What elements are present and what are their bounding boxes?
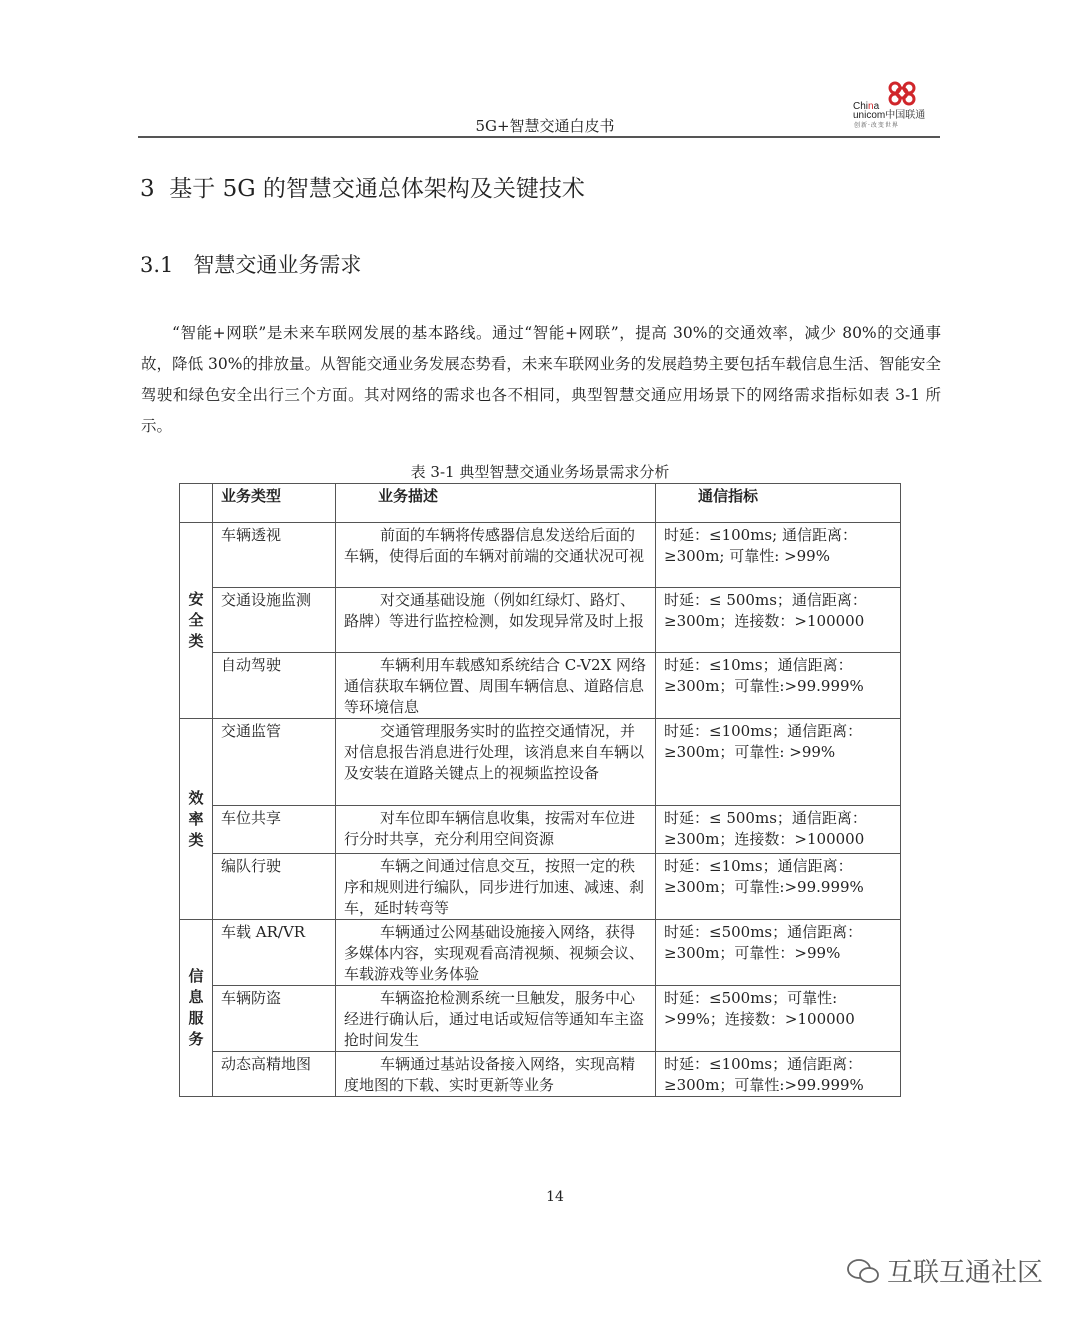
table-header-row — [180, 484, 901, 523]
type-cell: 车位共享 — [213, 806, 336, 854]
desc-cell: 对车位即车辆信息收集，按需对车位进行分时共享，充分利用空间资源 — [336, 806, 656, 854]
table-row — [180, 1052, 901, 1097]
metric-cell: 时延：≤10ms；通信距离：≥300m；可靠性:>99.999% — [656, 653, 901, 719]
body-paragraph — [141, 318, 941, 442]
type-cell: 动态高精地图 — [213, 1052, 336, 1097]
desc-cell: 车辆之间通过信息交互，按照一定的秩序和规则进行编队，同步进行加速、减速、刹车，延时转弯等 — [336, 854, 656, 920]
table-row — [180, 806, 901, 854]
paragraph-text: “智能+网联”是未来车联网发展的基本路线。通过“智能+网联”，提高 30%的交通效率，减少 80%的交通事故，降低 30%的排放量。从智能交通业务发展态势看，未来车联网业务的发展趋势主要包括车载信息生活、智能安全驾驶和绿色安全出行三个方面。其对网络的需求也各不相同，典型智慧交通应用场景下的网络需求指标如表 3-1 所示。 — [141, 324, 941, 435]
table-row — [180, 719, 901, 806]
table-row — [180, 588, 901, 653]
category-cell: 安全类 — [180, 523, 213, 719]
wechat-icon — [845, 1257, 881, 1285]
type-cell: 交通监管 — [213, 719, 336, 806]
metric-cell: 时延：≤ 500ms；通信距离：≥300m；连接数：>100000 — [656, 588, 901, 653]
desc-cell: 车辆通过公网基础设施接入网络，获得多媒体内容，实现观看高清视频、视频会议、车载游戏等业务体验 — [336, 920, 656, 986]
category-cell: 信息服务 — [180, 920, 213, 1097]
table-caption: 表 3-1 典型智慧交通业务场景需求分析 — [410, 463, 670, 481]
type-cell: 编队行驶 — [213, 854, 336, 920]
type-cell: 车载 AR/VR — [213, 920, 336, 986]
table-row — [180, 653, 901, 719]
watermark-text: 互联互通社区 — [887, 1258, 1044, 1288]
china-unicom-logo: China unicom中国联通 创新·改变世界 — [850, 80, 930, 130]
metric-cell: 时延：≤10ms；通信距离：≥300m；可靠性:>99.999% — [656, 854, 901, 920]
desc-cell: 车辆盗抢检测系统一旦触发，服务中心经进行确认后，通过电话或短信等通知车主盗抢时间发生 — [336, 986, 656, 1052]
metric-cell: 时延：≤500ms；通信距离：≥300m；可靠性：>99% — [656, 920, 901, 986]
metric-cell: 时延：≤100ms；通信距离：≥300m；可靠性: >99% — [656, 719, 901, 806]
desc-cell: 对交通基础设施（例如红绿灯、路灯、路牌）等进行监控检测，如发现异常及时上报 — [336, 588, 656, 653]
table-row — [180, 986, 901, 1052]
header-empty — [180, 484, 213, 523]
table-row — [180, 920, 901, 986]
chapter-heading: 3 基于 5G 的智慧交通总体架构及关键技术 — [140, 176, 585, 202]
header-metric: 通信指标 — [656, 484, 901, 523]
metric-cell: 时延：≤100ms; 通信距离：≥300m; 可靠性: >99% — [656, 523, 901, 588]
section-heading: 3.1 智慧交通业务需求 — [140, 253, 362, 277]
desc-cell: 车辆利用车载感知系统结合 C-V2X 网络通信获取车辆位置、周围车辆信息、道路信息等环境信息 — [336, 653, 656, 719]
watermark — [845, 1252, 1043, 1289]
type-cell: 车辆防盗 — [213, 986, 336, 1052]
metric-cell: 时延：≤100ms；通信距离：≥300m；可靠性:>99.999% — [656, 1052, 901, 1097]
header-type: 业务类型 — [213, 484, 336, 523]
header-desc: 业务描述 — [336, 484, 656, 523]
category-cell: 效率类 — [180, 719, 213, 920]
table-row — [180, 523, 901, 588]
desc-cell: 前面的车辆将传感器信息发送给后面的车辆，使得后面的车辆对前端的交通状况可视 — [336, 523, 656, 588]
page-number: 14 — [546, 1189, 564, 1205]
desc-cell: 车辆通过基站设备接入网络，实现高精度地图的下载、实时更新等业务 — [336, 1052, 656, 1097]
type-cell: 车辆透视 — [213, 523, 336, 588]
header-divider — [138, 136, 940, 138]
table-row — [180, 854, 901, 920]
metric-cell: 时延：≤ 500ms；通信距离：≥300m；连接数：>100000 — [656, 806, 901, 854]
requirements-table — [179, 483, 901, 1097]
desc-cell: 交通管理服务实时的监控交通情况，并对信息报告消息进行处理，该消息来自车辆以及安装在道路关键点上的视频监控设备 — [336, 719, 656, 806]
running-header: 5G+智慧交通白皮书 — [475, 117, 615, 135]
type-cell: 自动驾驶 — [213, 653, 336, 719]
type-cell: 交通设施监测 — [213, 588, 336, 653]
metric-cell: 时延：≤500ms；可靠性: >99%；连接数：>100000 — [656, 986, 901, 1052]
